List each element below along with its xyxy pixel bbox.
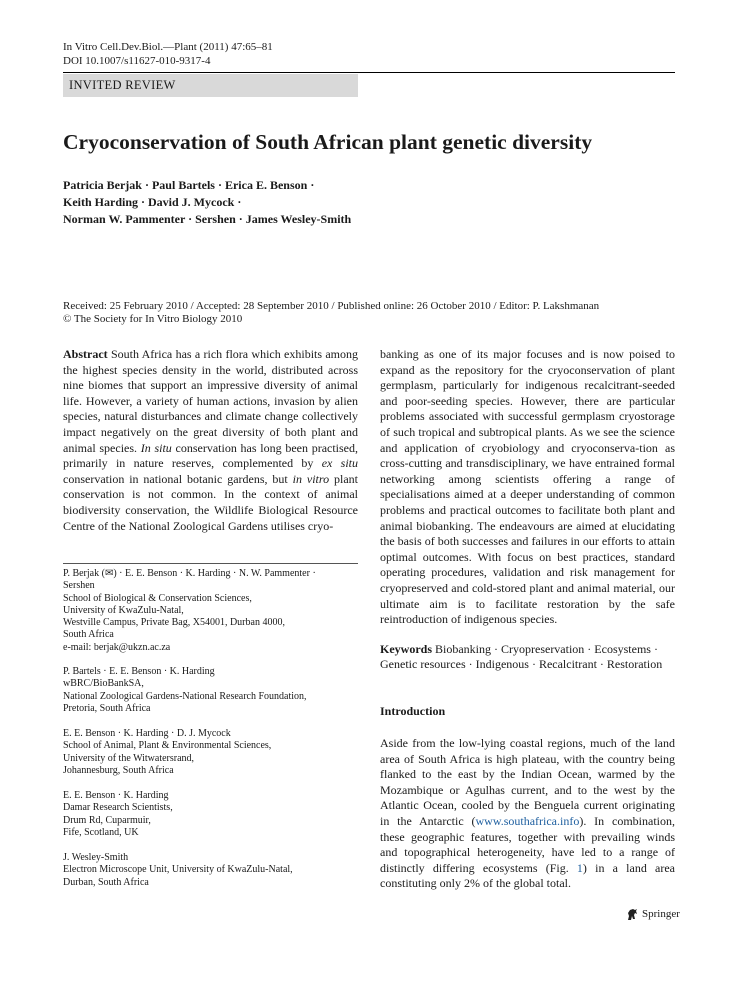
abstract-column [63, 347, 358, 534]
author-line: Norman W. Pammenter · Sershen · James Wesley-Smith [63, 212, 352, 226]
abstract-paragraph: Abstract South Africa has a rich flora which exhibits among the highest species density in the world, distributed across nine biomes that support an impressive diversity of animal life. However, a variety of human actions, invasion by alien species, natural disturbances and climate change collectively impact negatively on the great diversity of both plant and animal species. In situ conservation has long been practised, primarily in nature reserves, complemented by ex situ conservation in national botanic gardens, but in vitro plant conservation is not common. In the context of animal biodiversity conservation, the Wildlife Biological Resource Centre of the National Zoological Gardens utilises cryo- [63, 347, 359, 533]
author-email: e-mail: berjak@ukzn.ac.za [63, 641, 171, 653]
publisher-name: Springer [642, 908, 680, 920]
affiliation-block: J. Wesley-Smith Electron Microscope Unit, University of KwaZulu-Natal, Durban, South Africa [63, 852, 293, 888]
publication-dates [63, 300, 599, 326]
keywords-label: Keywords [380, 641, 432, 656]
paper-title: Cryoconservation of South African plant genetic diversity [63, 130, 593, 154]
introduction-paragraph: Aside from the low-lying coastal regions, much of the land area of South Africa is high plateau, with the country being flanked to the east by the Indian Ocean, warmed by the Mozambique or Agulhas current, and to the west by the Atlantic Ocean, cooled by the Benguela current originating in the Antarctic (www.southafrica.info). In combination, these geographic features, together with prevailing winds and topographical heterogeneity, have led to a range of distinctly differing ecosystems (Fig. 1) in a land area constituting only 2% of the global total. [380, 736, 676, 891]
author-list [63, 177, 351, 228]
abstract-label: Abstract [63, 347, 108, 361]
journal-citation: In Vitro Cell.Dev.Biol.—Plant (2011) 47:65–81 [63, 41, 273, 53]
copyright-line: © The Society for In Vitro Biology 2010 [63, 313, 243, 325]
southafrica-link[interactable]: www.southafrica.info [475, 813, 580, 828]
section-label: INVITED REVIEW [63, 74, 358, 97]
dates-line: Received: 25 February 2010 / Accepted: 28 September 2010 / Published online: 26 October 2010 / Editor: P. Lakshmanan [63, 300, 600, 312]
keywords: Keywords Biobanking · Cryopreservation · Ecosystems · Genetic resources · Indigenous · Recalcitrant · Restoration [380, 641, 663, 672]
doi: DOI 10.1007/s11627-010-9317-4 [63, 55, 211, 67]
footnote-rule [63, 563, 358, 564]
affiliation-block: P. Berjak (✉) · E. E. Benson · K. Harding · N. W. Pammenter · Sershen School of Biological & Conservation Sciences, University of KwaZulu-Natal, Westville Campus, Private Bag, X54001, Durban 4000, South Africa e-mail: berjak@ukzn.ac.za [63, 568, 316, 653]
affiliation-block: E. E. Benson · K. Harding Damar Research Scientists, Drum Rd, Cuparmuir, Fife, Scotland, UK [63, 790, 173, 838]
author-line: Patricia Berjak · Paul Bartels · Erica E. Benson · [63, 178, 315, 192]
affiliation-block: P. Bartels · E. E. Benson · K. Harding wBRC/BioBankSA, National Zoological Gardens-National Research Foundation, Pretoria, South Africa [63, 666, 307, 714]
author-line: Keith Harding · David J. Mycock · [63, 195, 242, 209]
publisher-logo [626, 907, 680, 921]
springer-horse-icon [626, 908, 639, 921]
affiliation-block: E. E. Benson · K. Harding · D. J. Mycock School of Animal, Plant & Environmental Sciences, University of the Witwatersrand, Johannesburg, South Africa [63, 728, 272, 776]
abstract-continued: banking as one of its major focuses and is now poised to expand as the repository for the cryoconservation of plant germplasm, particularly for indigenous recalcitrant-seeded and poor-seeding species. However, there are particular problems associated with successful germplasm cryostorage of such tropical and subtropical plants. As we see the science and application of cryobiology and cryoconserva-tion as cross-cutting and transdisciplinary, we have entrained formal networking among scientists offering a range of specialisations aimed at a deeper understanding of common problems and practical outcomes to facilitate both plant and animal biobanking. The endeavours are aimed at elucidating the basis of both successes and failures in our efforts to attain optimal outcomes. With focus on best practices, standard operating procedures, validation and risk management for cryopreserved and cold-stored plant and animal material, our ultimate aim is to facilitate restoration by the safe reintroduction of indigenous species. [380, 347, 675, 627]
abstract-continued-column [380, 347, 675, 673]
header-rule [63, 72, 675, 73]
section-heading-introduction: Introduction [380, 704, 446, 718]
figure-reference-link[interactable]: 1 [576, 860, 583, 875]
